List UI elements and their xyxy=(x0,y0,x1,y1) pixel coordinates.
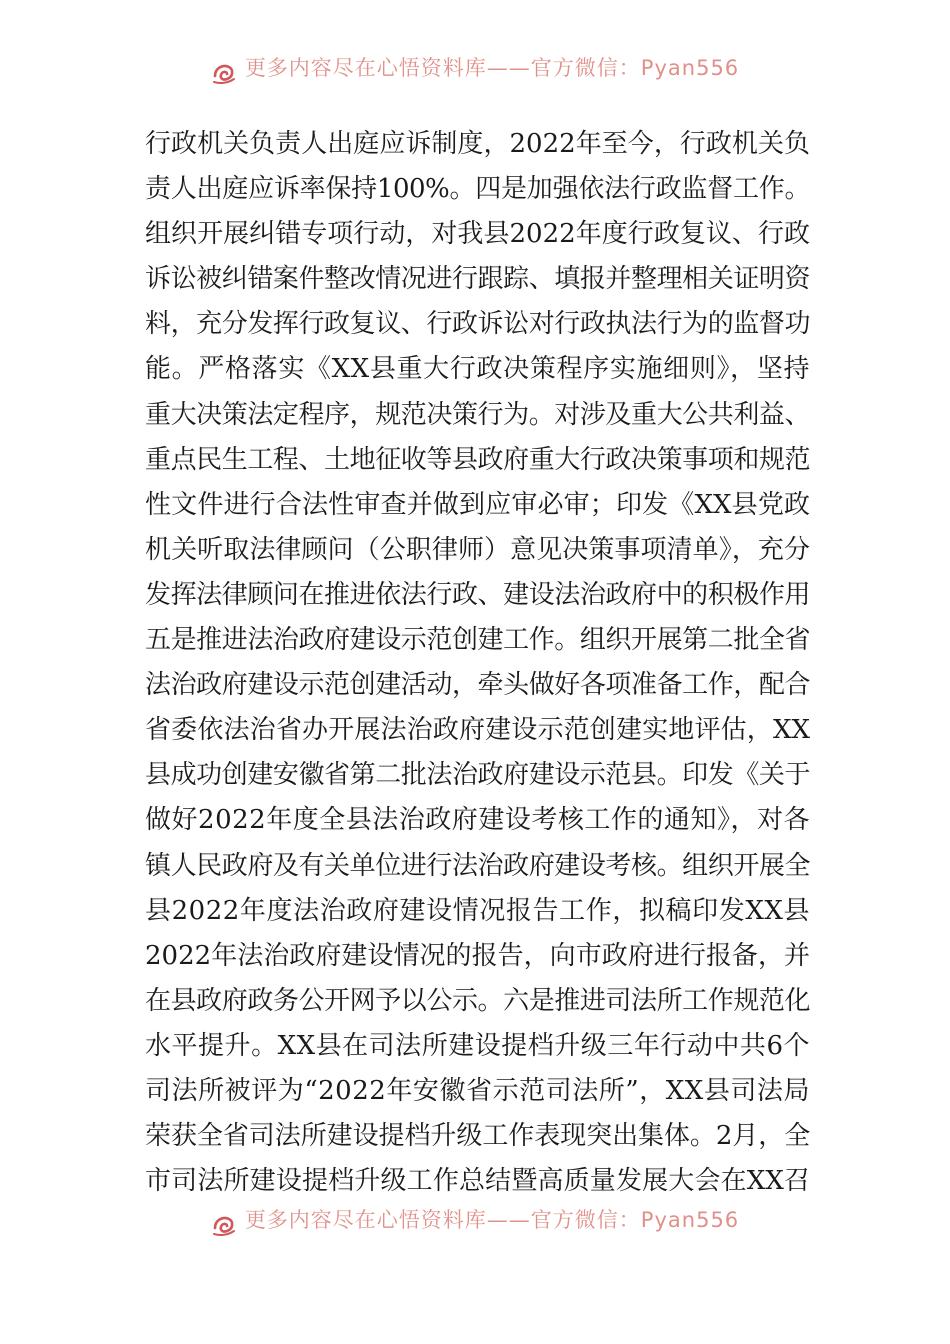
body-line: 能。严格落实《XX县重大行政决策程序实施细则》，坚持 xyxy=(145,354,810,385)
body-line: 市司法所建设提档升级工作总结暨高质量发展大会在XX召 xyxy=(145,1166,810,1197)
body-line: 发挥法律顾问在推进依法行政、建设法治政府中的积极作用 xyxy=(145,579,810,610)
footer-watermark-text: 更多内容尽在心悟资料库——官方微信：Pyan556 xyxy=(244,1208,740,1232)
body-line: 镇人民政府及有关单位进行法治政府建设考核。组织开展全 xyxy=(145,850,810,881)
body-line: 水平提升。XX县在司法所建设提档升级三年行动中共6个 xyxy=(145,1030,810,1061)
body-line: 2022年法治政府建设情况的报告，向市政府进行报备，并 xyxy=(145,940,810,971)
body-line: 责人出庭应诉率保持100%。四是加强依法行政监督工作。 xyxy=(145,174,810,205)
body-line: 司法所被评为“2022年安徽省示范司法所”，XX县司法局 xyxy=(145,1075,810,1106)
body-line: 法治政府建设示范创建活动，牵头做好各项准备工作，配合 xyxy=(145,670,810,701)
footer-watermark-banner xyxy=(0,1208,950,1242)
body-line: 组织开展纠错专项行动，对我县2022年度行政复议、行政 xyxy=(145,219,810,250)
body-line: 诉讼被纠错案件整改情况进行跟踪、填报并整理相关证明资 xyxy=(145,264,810,295)
body-line: 五是推进法治政府建设示范创建工作。组织开展第二批全省 xyxy=(145,625,810,656)
body-line: 行政机关负责人出庭应诉制度，2022年至今，行政机关负 xyxy=(145,129,810,159)
body-line: 重点民生工程、土地征收等县政府重大行政决策事项和规范 xyxy=(145,444,810,475)
header-watermark-banner xyxy=(0,56,950,90)
body-line: 性文件进行合法性审查并做到应审必审；印发《XX县党政 xyxy=(145,489,810,520)
body-line: 县2022年度法治政府建设情况报告工作，拟稿印发XX县 xyxy=(145,895,810,926)
body-line: 做好2022年度全县法治政府建设考核工作的通知》，对各 xyxy=(145,805,810,836)
document-body xyxy=(145,122,810,1204)
body-line: 县成功创建安徽省第二批法治政府建设示范县。印发《关于 xyxy=(145,760,810,791)
body-line: 在县政府政务公开网予以公示。六是推进司法所工作规范化 xyxy=(145,985,810,1016)
spiral-logo-icon xyxy=(211,1212,237,1238)
body-line: 重大决策法定程序，规范决策行为。对涉及重大公共利益、 xyxy=(145,399,810,430)
body-line: 省委依法治省办开展法治政府建设示范创建实地评估，XX xyxy=(145,715,810,746)
header-watermark-text: 更多内容尽在心悟资料库——官方微信：Pyan556 xyxy=(244,56,740,80)
body-line: 料，充分发挥行政复议、行政诉讼对行政执法行为的监督功 xyxy=(145,309,810,340)
spiral-logo-icon xyxy=(211,60,237,86)
body-line: 荣获全省司法所建设提档升级工作表现突出集体。2月，全 xyxy=(145,1121,810,1152)
body-line: 机关听取法律顾问（公职律师）意见决策事项清单》，充分 xyxy=(145,534,810,565)
